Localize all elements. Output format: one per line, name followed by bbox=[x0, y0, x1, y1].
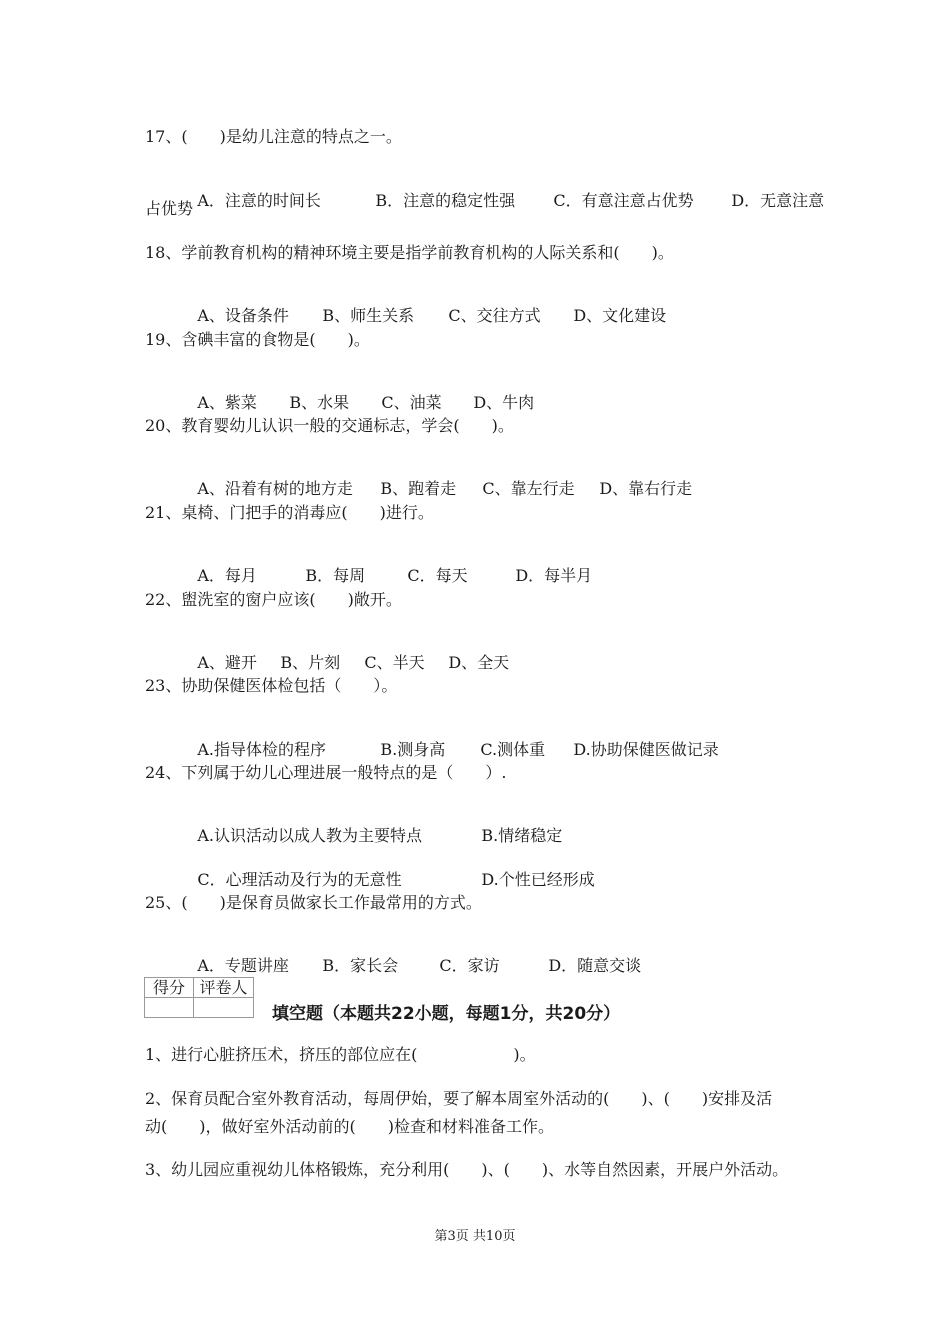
option-a: A.认识活动以成人教为主要特点 bbox=[197, 826, 422, 845]
option-a: A．每月 bbox=[197, 566, 257, 585]
option-c: C、半天 bbox=[364, 653, 425, 672]
option-b: B.测身高 bbox=[380, 740, 446, 759]
question-23: 23、协助保健医体检包括（ ）。 bbox=[145, 676, 398, 695]
option-d: D、文化建设 bbox=[573, 306, 667, 325]
option-c: C．有意注意占优势 bbox=[553, 191, 694, 210]
option-b: B、水果 bbox=[289, 393, 350, 412]
question-22: 22、盥洗室的窗户应该( )敞开。 bbox=[145, 590, 402, 609]
option-c: C．每天 bbox=[407, 566, 468, 585]
grader-cell bbox=[194, 998, 254, 1018]
section-title: 填空题（本题共22小题，每题1分，共20分） bbox=[272, 1004, 621, 1024]
option-d: D、靠右行走 bbox=[599, 479, 693, 498]
option-c: C．家访 bbox=[439, 956, 500, 975]
option-c: C．心理活动及行为的无意性 bbox=[197, 870, 402, 889]
question-17-option-continuation: 占优势 bbox=[145, 199, 194, 218]
question-19: 19、含碘丰富的食物是( )。 bbox=[145, 330, 370, 349]
option-c: C、交往方式 bbox=[448, 306, 541, 325]
option-c: C、油菜 bbox=[381, 393, 442, 412]
question-17-options bbox=[177, 171, 824, 231]
option-a: A、紫菜 bbox=[197, 393, 257, 412]
option-b: B.情绪稳定 bbox=[481, 826, 563, 845]
option-d: D．无意注意 bbox=[731, 191, 825, 210]
option-c: C、靠左行走 bbox=[482, 479, 575, 498]
question-20: 20、教育婴幼儿认识一般的交通标志，学会( )。 bbox=[145, 416, 514, 435]
option-b: B、跑着走 bbox=[380, 479, 457, 498]
score-label: 得分 bbox=[145, 978, 194, 998]
option-a: A、沿着有树的地方走 bbox=[197, 479, 353, 498]
score-cell bbox=[145, 998, 194, 1018]
option-b: B、片刻 bbox=[280, 653, 341, 672]
question-17: 17、( )是幼儿注意的特点之一。 bbox=[145, 127, 402, 146]
option-b: B．家长会 bbox=[322, 956, 399, 975]
option-b: B．每周 bbox=[305, 566, 366, 585]
option-a: A、避开 bbox=[197, 653, 257, 672]
question-24: 24、下列属于幼儿心理进展一般特点的是（ ）. bbox=[145, 763, 507, 782]
option-a: A．注意的时间长 bbox=[197, 191, 321, 210]
option-d: D．随意交谈 bbox=[548, 956, 642, 975]
page-footer: 第3页 共10页 bbox=[434, 1229, 516, 1244]
option-b: B．注意的稳定性强 bbox=[375, 191, 516, 210]
score-box bbox=[144, 977, 254, 1018]
question-25: 25、( )是保育员做家长工作最常用的方式。 bbox=[145, 893, 482, 912]
question-21: 21、桌椅、门把手的消毒应( )进行。 bbox=[145, 503, 434, 522]
question-18: 18、学前教育机构的精神环境主要是指学前教育机构的人际关系和( )。 bbox=[145, 243, 674, 262]
grader-label: 评卷人 bbox=[194, 978, 254, 998]
option-d: D、全天 bbox=[448, 653, 510, 672]
option-a: A.指导体检的程序 bbox=[197, 740, 326, 759]
option-d: D.协助保健医做记录 bbox=[573, 740, 719, 759]
fill-in-question-3: 3、幼儿园应重视幼儿体格锻炼，充分利用( )、( )、水等自然因素，开展户外活动。 bbox=[145, 1160, 789, 1179]
fill-in-question-2-continuation: 动( )，做好室外活动前的( )检查和材料准备工作。 bbox=[145, 1117, 554, 1136]
fill-in-question-1: 1、进行心脏挤压术，挤压的部位应在( )。 bbox=[145, 1045, 536, 1064]
option-c: C.测体重 bbox=[480, 740, 546, 759]
option-a: A．专题讲座 bbox=[197, 956, 289, 975]
option-d: D.个性已经形成 bbox=[481, 870, 595, 889]
option-b: B、师生关系 bbox=[322, 306, 415, 325]
option-a: A、设备条件 bbox=[197, 306, 289, 325]
option-d: D、牛肉 bbox=[473, 393, 535, 412]
fill-in-question-2: 2、保育员配合室外教育活动，每周伊始，要了解本周室外活动的( )、( )安排及活 bbox=[145, 1089, 773, 1108]
option-d: D．每半月 bbox=[515, 566, 593, 585]
